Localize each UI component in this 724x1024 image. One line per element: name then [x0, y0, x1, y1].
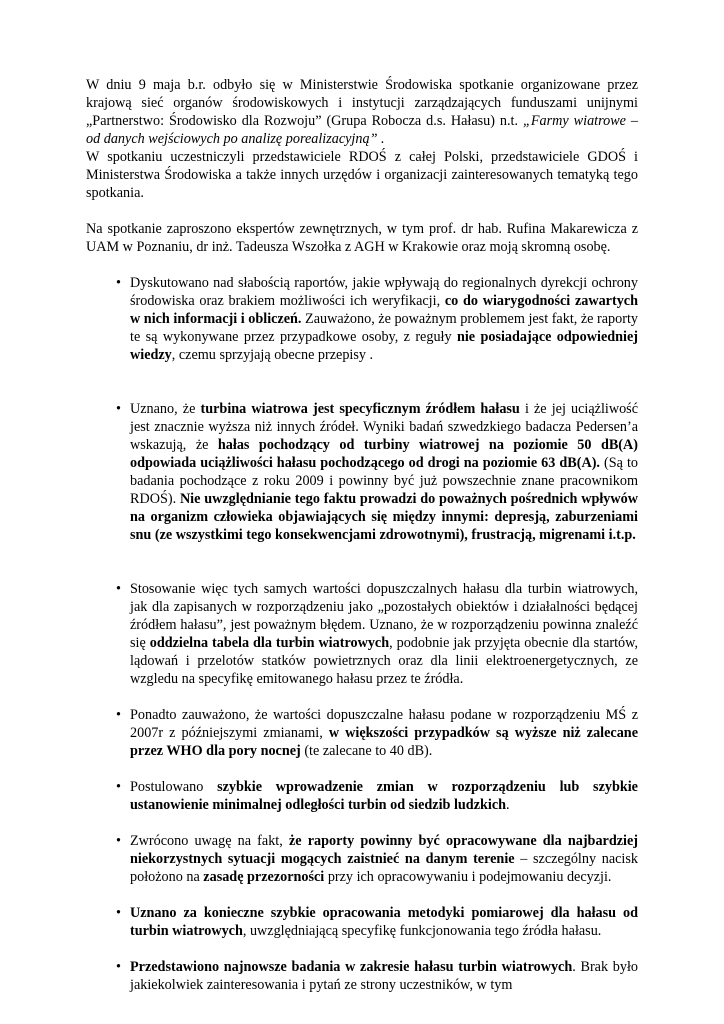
list-item: • Ponadto zauważono, że wartości dopuszczalne hałasu podane w rozporządzeniu MŚ z 2007r z późniejszymi zmianami, w większości przypadków są wyższe niż zalecane przez WHO dla pory nocnej (te zalecane to 40 dB). — [116, 707, 638, 759]
bullet-icon: • — [116, 779, 121, 795]
list-item: • Postulowano szybkie wprowadzenie zmian w rozporządzeniu lub szybkie ustanowienie minimalnej odległości turbin od siedzib ludzkich. — [116, 779, 638, 813]
findings-list — [86, 274, 638, 994]
bullet-icon: • — [116, 275, 121, 291]
bullet-icon: • — [116, 905, 121, 921]
intro-paragraph-3: Na spotkanie zaproszono ekspertów zewnętrznych, w tym prof. dr hab. Rufina Makarewicza z UAM w Poznaniu, dr inż. Tadeusza Wszołka z AGH w Krakowie oraz moją skromną osobę. — [86, 221, 638, 255]
bullet-icon: • — [116, 833, 121, 849]
list-item: • Uznano, że turbina wiatrowa jest specyficznym źródłem hałasu i że jej uciążliwość jest znacznie wyższa niż innych źródeł. Wyniki badań szwedzkiego badacza Pedersen’a wskazują, że hałas pochodzący od turbiny wiatrowej na poziomie 50 dB(A) odpowiada uciążliwości hałasu pochodzącego od drogi na poziomie 63 dB(A). (Są to badania pochodzące z roku 2009 i powinny być już powszechnie znane pracownikom RDOŚ). Nie uwzględnianie tego faktu prowadzi do poważnych pośrednich wpływów na organizm człowieka objawiających się między innymi: depresją, zaburzeniami snu (ze wszystkimi tego konsekwencjami zdrowotnymi), frustracją, migrenami i.t.p. — [116, 401, 638, 543]
meeting-title: „Farmy wiatrowe – od danych wejściowych po analizę porealizacyjną” . — [86, 113, 638, 147]
list-item: • Uznano za konieczne szybkie opracowania metodyki pomiarowej dla hałasu od turbin wiatrowych, uwzględniającą specyfikę funkcjonowania tego źródła hałasu. — [116, 905, 638, 939]
list-item: • Stosowanie więc tych samych wartości dopuszczalnych hałasu dla turbin wiatrowych, jak dla zapisanych w rozporządzeniu jako „pozostałych obiektów i działalności będącej źródłem hałasu”, jest poważnym błędem. Uznano, że w rozporządzeniu powinna znaleźć się oddzielna tabela dla turbin wiatrowych, podobnie jak przyjęta obecnie dla startów, lądowań i przelotów statków powietrznych oraz dla linii elektroenergetycznych, ze wzgledu na specyfikę emitowanego hałasu przez te źródła. — [116, 581, 638, 687]
list-item: • Przedstawiono najnowsze badania w zakresie hałasu turbin wiatrowych. Brak było jakiekolwiek zainteresowania i pytań ze strony uczestników, w tym — [116, 959, 638, 993]
bullet-icon: • — [116, 959, 121, 975]
bullet-icon: • — [116, 401, 121, 417]
document-page — [86, 76, 638, 994]
intro-paragraph-1: W dniu 9 maja b.r. odbyło się w Ministerstwie Środowiska spotkanie organizowane przez krajową sieć organów środowiskowych i instytucji zarządzających funduszami unijnymi „Partnerstwo: Środowisko dla Rozwoju” (Grupa Robocza d.s. Hałasu) n.t. „Farmy wiatrowe – od danych wejściowych po analizę porealizacyjną” . — [86, 77, 638, 147]
bullet-icon: • — [116, 581, 121, 597]
list-item: • Zwrócono uwagę na fakt, że raporty powinny być opracowywane dla najbardziej niekorzystnych sytuacji mogących zaistnieć na danym terenie – szczególny nacisk położono na zasadę przezorności przy ich opracowywaniu i podejmowaniu decyzji. — [116, 833, 638, 885]
list-item: • Dyskutowano nad słabością raportów, jakie wpływają do regionalnych dyrekcji ochrony środowiska oraz brakiem możliwości ich weryfikacji, co do wiarygodności zawartych w nich informacji i obliczeń. Zauważono, że poważnym problemem jest fakt, że raporty te są wykonywane przez przypadkowe osoby, z reguły nie posiadające odpowiedniej wiedzy, czemu sprzyjają obecne przepisy . — [116, 275, 638, 363]
intro-paragraph-2: W spotkaniu uczestniczyli przedstawiciele RDOŚ z całej Polski, przedstawiciele GDOŚ i Ministerstwa Środowiska a także innych urzędów i organizacji zainteresowanych tematyką tego spotkania. — [86, 149, 638, 201]
bullet-icon: • — [116, 707, 121, 723]
